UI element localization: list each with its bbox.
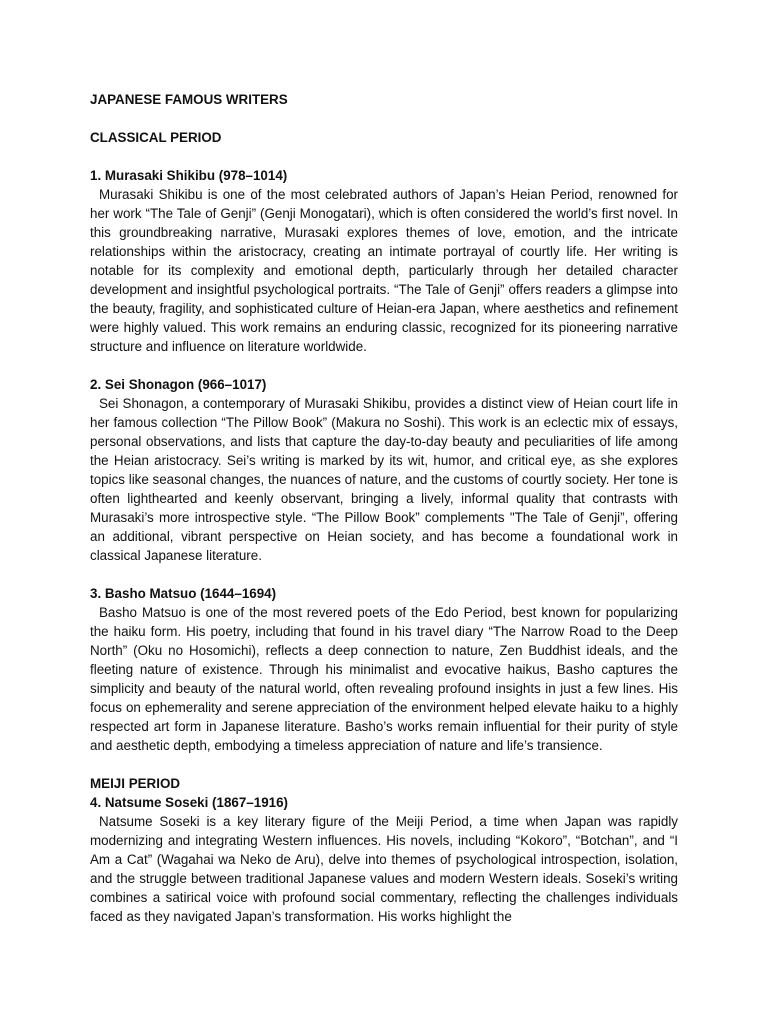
document-title: JAPANESE FAMOUS WRITERS [90,92,288,107]
writer-paragraph: Basho Matsuo is one of the most revered poets of the Edo Period, best known for popularizing the haiku form. His poetry, including that found in his travel diary “The Narrow Road to the Deep North” (Oku no Hosomichi), reflects a deep connection to nature, Zen Buddhist ideals, and the fleeting nature of existence. Through his minimalist and evocative haikus, Basho captures the simplicity and beauty of the natural world, often revealing profound insights in just a few lines. His focus on ephemerality and serene appreciation of the environment helped elevate haiku to a highly respected art form in Japanese literature. Basho’s works remain influential for their purity of style and aesthetic depth, embodying a timeless appreciation of nature and life’s transience. [90,605,678,753]
writer-heading: 4. Natsume Soseki (1867–1916) [90,795,289,810]
writer-paragraph: Murasaki Shikibu is one of the most celebrated authors of Japan’s Heian Period, renowned for her work “The Tale of Genji” (Genji Monogatari), which is often considered the world’s first novel. In this groundbreaking narrative, Murasaki explores themes of love, emotion, and the intricate relationships within the aristocracy, creating an intimate portrayal of courtly life. Her writing is notable for its complexity and emotional depth, particularly through her detailed character development and insightful psychological portraits. “The Tale of Genji” offers readers a glimpse into the beauty, fragility, and sophisticated culture of Heian-era Japan, where aesthetics and refinement were highly valued. This work remains an enduring classic, recognized for its pioneering narrative structure and influence on literature worldwide. [90,187,678,354]
writer-heading: 3. Basho Matsuo (1644–1694) [90,586,277,601]
writer-entry-soseki [90,793,678,926]
writer-paragraph: Natsume Soseki is a key literary figure of the Meiji Period, a time when Japan was rapidly modernizing and integrating Western influences. His novels, including “Kokoro”, “Botchan”, and “I Am a Cat” (Wagahai wa Neko de Aru), delve into themes of psychological introspection, isolation, and the struggle between traditional Japanese values and modern Western ideals. Soseki’s writing combines a satirical voice with profound social commentary, reflecting the challenges individuals faced as they navigated Japan’s transformation. His works highlight the [90,814,678,924]
period-heading-meiji: MEIJI PERIOD [90,776,181,791]
writer-entry-sei [90,375,678,565]
writer-entry-basho [90,584,678,755]
writer-paragraph: Sei Shonagon, a contemporary of Murasaki Shikibu, provides a distinct view of Heian court life in her famous collection “The Pillow Book” (Makura no Soshi). This work is an eclectic mix of essays, personal observations, and lists that capture the day-to-day beauty and peculiarities of life among the Heian aristocracy. Sei’s writing is marked by its wit, humor, and critical eye, as she explores topics like seasonal changes, the nuances of nature, and the customs of courtly society. Her tone is often lighthearted and keenly observant, bringing a lively, informal quality that contrasts with Murasaki’s more introspective style. “The Pillow Book” complements "The Tale of Genji”, offering an additional, vibrant perspective on Heian society, and has become a foundational work in classical Japanese literature. [90,396,678,563]
period-heading-classical: CLASSICAL PERIOD [90,130,222,145]
writer-heading: 2. Sei Shonagon (966–1017) [90,377,267,392]
document-page [90,90,678,945]
writer-heading: 1. Murasaki Shikibu (978–1014) [90,168,288,183]
writer-entry-murasaki [90,166,678,356]
